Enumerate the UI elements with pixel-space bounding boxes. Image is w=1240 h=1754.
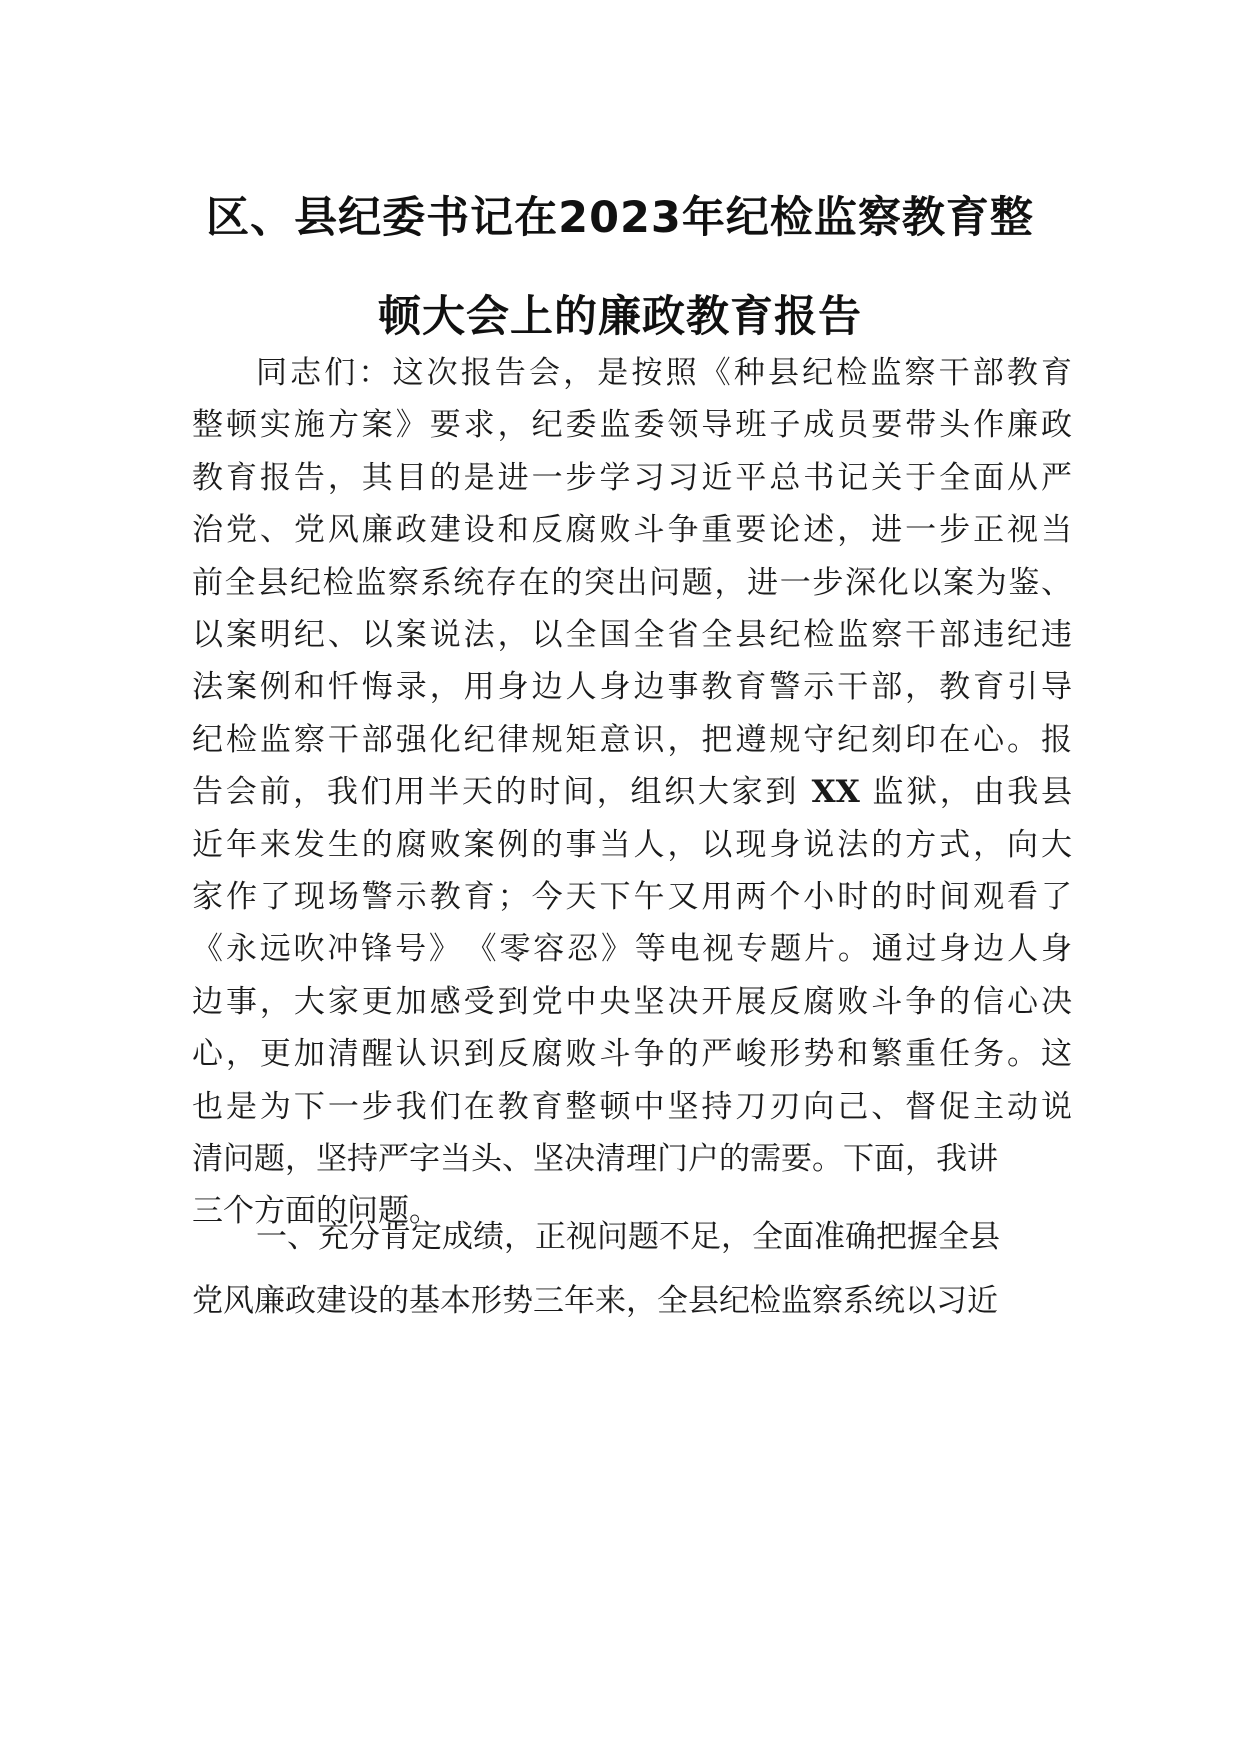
body-line: 也是为下一步我们在教育整顿中坚持刀刃向己、督促主动说 — [192, 1088, 1072, 1125]
body-line: 清问题，坚持严字当头、坚决清理门户的需要。下面，我讲 — [192, 1141, 998, 1177]
body-line: 纪检监察干部强化纪律规矩意识，把遵规守纪刻印在心。报 — [192, 721, 1072, 758]
body-line: 教育报告，其目的是进一步学习习近平总书记关于全面从严 — [192, 459, 1072, 496]
body-line: 《永远吹冲锋号》 《零容忍》等电视专题片。通过身边人身 — [192, 931, 1072, 968]
body-line: 家作了现场警示教育；今天下午又用两个小时的时间观看了 — [192, 879, 1072, 915]
location-placeholder: XX — [811, 774, 860, 811]
body-line: 前全县纪检监察系统存在的突出问题，进一步深化以案为鉴、 — [192, 564, 1072, 601]
body-line: 告会前，我们用半天的时间，组织大家到 XX 监狱，由我县 — [192, 774, 1072, 811]
body-line: 整顿实施方案》要求，纪委监委领导班子成员要带头作廉政 — [192, 407, 1072, 444]
body-line: 心，更加清醒认识到反腐败斗争的严峻形势和繁重任务。这 — [192, 1036, 1072, 1073]
body-line: 三个方面的问题。 — [192, 1193, 440, 1230]
document-title-line-2: 顿大会上的廉政教育报告 — [378, 292, 862, 342]
section-line: 一、充分肯定成绩，正视问题不足，全面准确把握全县 — [256, 1219, 1000, 1255]
body-line: 边事，大家更加感受到党中央坚决开展反腐败斗争的信心决 — [192, 983, 1072, 1020]
body-line: 治党、党风廉政建设和反腐败斗争重要论述，进一步正视当 — [192, 512, 1072, 549]
body-line: 同志们：这次报告会，是按照《种县纪检监察干部教育 — [256, 355, 1072, 391]
body-line: 以案明纪、以案说法，以全国全省全县纪检监察干部违纪违 — [192, 617, 1072, 653]
document-title-line-1: 区、县纪委书记在2023年纪检监察教育整 — [206, 193, 1034, 243]
body-line: 近年来发生的腐败案例的事当人，以现身说法的方式，向大 — [192, 826, 1072, 863]
section-line: 党风廉政建设的基本形势三年来，全县纪检监察系统以习近 — [192, 1283, 998, 1319]
body-line: 法案例和忏悔录，用身边人身边事教育警示干部，教育引导 — [192, 669, 1072, 706]
